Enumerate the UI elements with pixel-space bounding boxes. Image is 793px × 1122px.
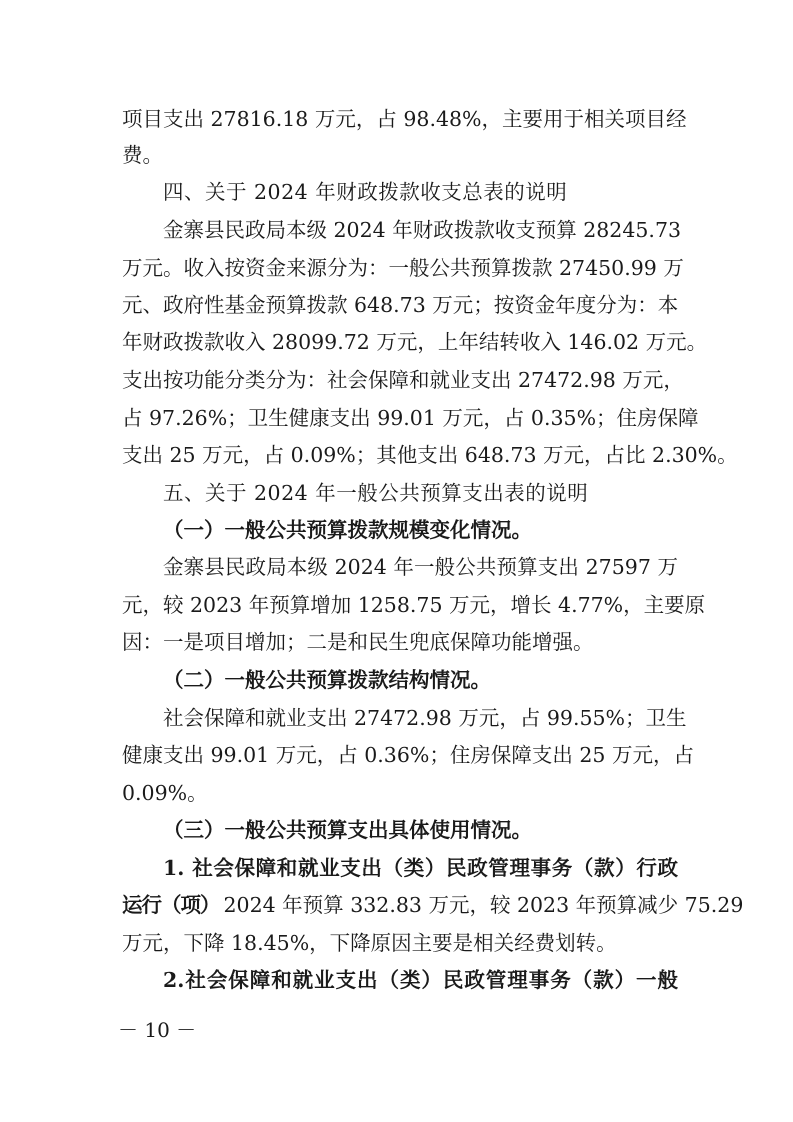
mixed-line (122, 890, 744, 920)
item-heading-1-cont: 运行（项） (122, 893, 220, 917)
paragraph-line: 2024 年预算 332.83 万元，较 2023 年预算减少 75.29 (223, 893, 744, 917)
paragraph-line: 元，较 2023 年预算增加 1258.75 万元，增长 4.77%，主要原 (122, 593, 706, 617)
paragraph-line: 支出 25 万元，占 0.09%；其他支出 648.73 万元，占比 2.30%。 (122, 443, 738, 467)
subheading-1: （一）一般公共预算拨款规模变化情况。 (163, 518, 532, 542)
paragraph-line: 金寨县民政局本级 2024 年财政拨款收支预算 28245.73 (163, 218, 682, 242)
section-heading-4: 四、关于 2024 年财政拨款收支总表的说明 (163, 180, 568, 204)
paragraph-line: 健康支出 99.01 万元，占 0.36%；住房保障支出 25 万元，占 (122, 743, 694, 767)
item-heading-1: 1. 社会保障和就业支出（类）民政管理事务（款）行政 (163, 856, 678, 880)
paragraph-line: 万元。收入按资金来源分为：一般公共预算拨款 27450.99 万 (122, 256, 684, 280)
paragraph-line: 费。 (122, 143, 163, 167)
item-heading-2: 2.社会保障和就业支出（类）民政管理事务（款）一般 (163, 968, 678, 992)
paragraph-line: 项目支出 27816.18 万元，占 98.48%，主要用于相关项目经 (122, 107, 687, 131)
subheading-3: （三）一般公共预算支出具体使用情况。 (163, 818, 532, 842)
page-number: － 10 － (118, 1018, 197, 1042)
paragraph-line: 占 97.26%；卫生健康支出 99.01 万元，占 0.35%；住房保障 (122, 406, 699, 430)
paragraph-line: 支出按功能分类分为：社会保障和就业支出 27472.98 万元， (122, 368, 684, 392)
paragraph-line: 因：一是项目增加；二是和民生兜底保障功能增强。 (122, 630, 594, 654)
paragraph-line: 元、政府性基金预算拨款 648.73 万元；按资金年度分为：本 (122, 293, 679, 317)
paragraph-line: 社会保障和就业支出 27472.98 万元，占 99.55%；卫生 (163, 706, 687, 730)
paragraph-line: 0.09%。 (122, 781, 208, 805)
section-heading-5: 五、关于 2024 年一般公共预算支出表的说明 (163, 481, 589, 505)
paragraph-line: 年财政拨款收入 28099.72 万元，上年结转收入 146.02 万元。 (122, 330, 708, 354)
subheading-2: （二）一般公共预算拨款结构情况。 (163, 668, 491, 692)
paragraph-line: 万元，下降 18.45%，下降原因主要是相关经费划转。 (122, 931, 617, 955)
paragraph-line: 金寨县民政局本级 2024 年一般公共预算支出 27597 万 (163, 555, 678, 579)
